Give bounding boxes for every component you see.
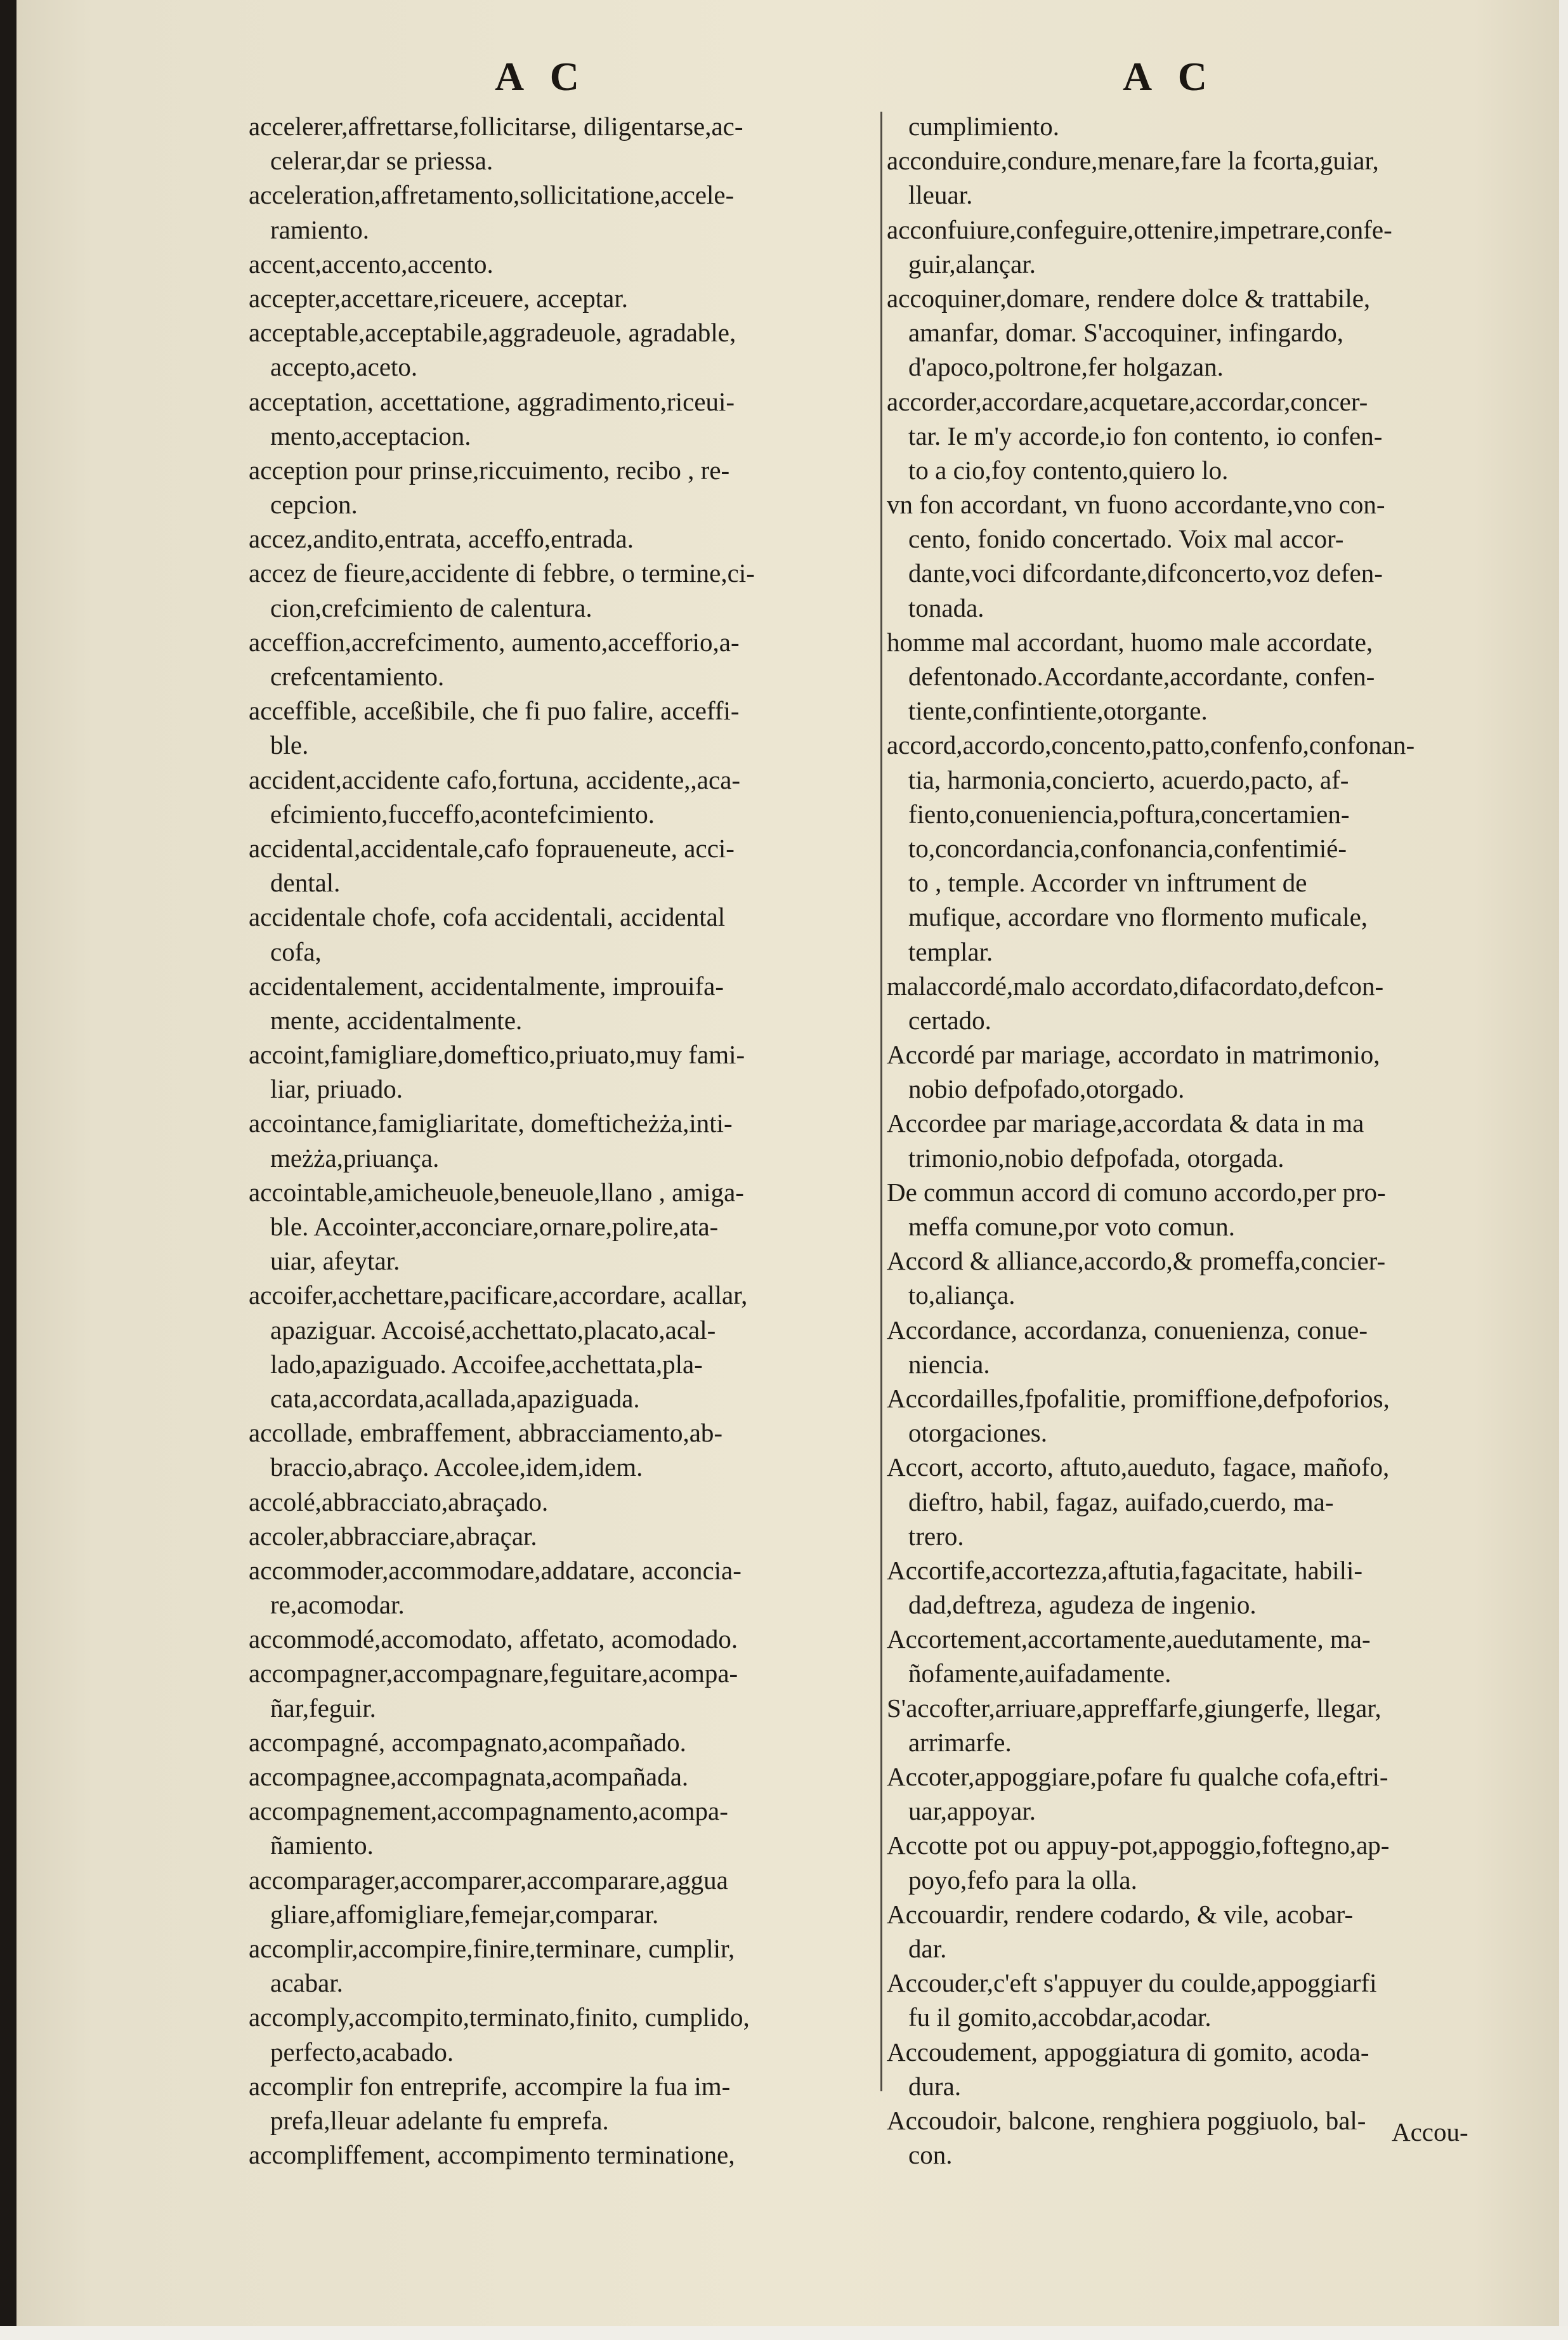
- entry-line: trimonio,nobio defpofada, otorgada.: [908, 1143, 1284, 1173]
- entry-line: amanfar, domar. S'accoquiner, infingardo,: [908, 318, 1344, 348]
- entry-line: braccio,abraço. Accolee,idem,idem.: [270, 1452, 643, 1482]
- book-gutter-shadow: [0, 0, 16, 2340]
- entry-line: cepcion.: [270, 490, 358, 520]
- entry-line: acceffible, acceßibile, che fi puo falire, acceffi-: [249, 696, 740, 726]
- entry-line: accelerer,affrettarse,follicitarse, diligentarse,ac-: [249, 112, 743, 141]
- left-column: [249, 109, 883, 2172]
- entry-line: perfecto,acabado.: [270, 2037, 454, 2067]
- entry-line: fu il gomito,accobdar,acodar.: [908, 2002, 1212, 2032]
- entry-line: vn fon accordant, vn fuono accordante,vno con-: [887, 490, 1385, 520]
- entry-line: cumplimiento.: [908, 112, 1059, 141]
- entry-line: fiento,conueniencia,poftura,concertamien-: [908, 799, 1350, 829]
- entry-line: lleuar.: [908, 180, 973, 210]
- entry-line: liar, priuado.: [270, 1074, 403, 1104]
- entry-line: tonada.: [908, 593, 984, 622]
- entry-line: Accordailles,fpofalitie, promiffione,defpoforios,: [887, 1383, 1390, 1413]
- entry-line: accomparager,accomparer,accomparare,aggua: [249, 1865, 728, 1895]
- entry-line: defentonado.Accordante,accordante, confen-: [908, 662, 1375, 691]
- entry-line: accompliffement, accompimento terminatione,: [249, 2140, 735, 2170]
- entry-line: accepto,aceto.: [270, 352, 418, 382]
- entry-line: accollade, embraffement, abbracciamento,ab-: [249, 1418, 723, 1448]
- entry-line: accidental,accidentale,cafo fopraueneute, acci-: [249, 833, 735, 863]
- entry-line: cion,crefcimiento de calentura.: [270, 593, 592, 622]
- entry-line: certado.: [908, 1005, 991, 1035]
- entry-line: to a cio,foy contento,quiero lo.: [908, 455, 1229, 485]
- entry-line: accorder,accordare,acquetare,accordar,concer-: [887, 386, 1368, 416]
- entry-line: acceleration,affretamento,sollicitatione,accele-: [249, 180, 735, 210]
- scan-margin-bottom: [0, 2326, 1568, 2340]
- entry-line: acception pour prinse,riccuimento, recibo , re-: [249, 455, 730, 485]
- entry-line: acceptation, accettatione, aggradimento,riceui-: [249, 386, 735, 416]
- entry-line: accompagnee,accompagnata,acompañada.: [249, 1762, 689, 1791]
- entry-line: acceptable,acceptabile,aggradeuole, agradable,: [249, 318, 736, 348]
- entry-line: tar. Ie m'y accorde,io fon contento, io confen-: [908, 421, 1383, 450]
- entry-line: accoint,famigliare,domeftico,priuato,muy fami-: [249, 1040, 745, 1070]
- entry-line: lado,apaziguado. Accoifee,acchettata,pla-: [270, 1349, 703, 1379]
- entry-line: accez de fieure,accidente di febbre, o termine,ci-: [249, 558, 755, 588]
- entry-line: Accoudement, appoggiatura di gomito, acoda-: [887, 2037, 1369, 2067]
- entry-line: meffa comune,por voto comun.: [908, 1212, 1236, 1241]
- entry-line: acabar.: [270, 1968, 343, 1998]
- entry-line: ble.: [270, 730, 309, 760]
- entry-line: nobio defpofado,otorgado.: [908, 1074, 1185, 1104]
- entry-line: accent,accento,accento.: [249, 249, 493, 279]
- entry-line: accoler,abbracciare,abraçar.: [249, 1521, 537, 1551]
- scan-margin-right: [1559, 0, 1568, 2340]
- entry-line: accompagnement,accompagnamento,acompa-: [249, 1796, 728, 1826]
- entry-line: Accortife,accortezza,aftutia,fagacitate, habili-: [887, 1555, 1363, 1585]
- entry-line: meżża,priuança.: [270, 1143, 440, 1173]
- entry-line: to,concordancia,confonancia,confentimié-: [908, 833, 1347, 863]
- entry-line: ble. Accointer,acconciare,ornare,polire,ata-: [270, 1212, 719, 1241]
- entry-line: apaziguar. Accoisé,acchettato,placato,acal-: [270, 1315, 716, 1344]
- entry-line: homme mal accordant, huomo male accordate,: [887, 627, 1373, 657]
- entry-line: Accordance, accordanza, conuenienza, conue-: [887, 1315, 1368, 1344]
- catchword: Accou-: [1392, 2117, 1468, 2146]
- entry-line: to , temple. Accorder vn inftrument de: [908, 868, 1307, 898]
- running-head-right: A C: [1123, 54, 1216, 99]
- entry-line: accord,accordo,concento,patto,confenfo,confonan-: [887, 730, 1415, 760]
- entry-line: niencia.: [908, 1349, 990, 1379]
- entry-line: dental.: [270, 868, 341, 898]
- entry-line: accointable,amicheuole,beneuole,llano , amiga-: [249, 1177, 744, 1207]
- entry-line: trero.: [908, 1521, 964, 1551]
- entry-line: poyo,fefo para la olla.: [908, 1865, 1137, 1895]
- entry-line: Accortement,accortamente,auedutamente, ma-: [887, 1624, 1371, 1654]
- entry-line: to,aliança.: [908, 1280, 1016, 1310]
- entry-line: efcimiento,fucceffo,acontefcimiento.: [270, 799, 655, 829]
- entry-line: crefcentamiento.: [270, 662, 445, 691]
- running-head-left: A C: [495, 54, 588, 99]
- entry-line: acconduire,condure,menare,fare la fcorta,guiar,: [887, 146, 1379, 176]
- entry-line: uar,appoyar.: [908, 1796, 1036, 1826]
- entry-line: accointance,famigliaritate, domefticheżża,inti-: [249, 1108, 733, 1138]
- entry-line: ñar,feguir.: [270, 1693, 376, 1723]
- entry-line: Accord & alliance,accordo,& promeffa,concier-: [887, 1246, 1386, 1276]
- entry-line: accez,andito,entrata, acceffo,entrada.: [249, 524, 634, 554]
- entry-line: templar.: [908, 937, 993, 966]
- entry-line: accommoder,accommodare,addatare, acconcia-: [249, 1555, 742, 1585]
- entry-line: accomplir fon entreprife, accompire la fua im-: [249, 2071, 731, 2101]
- entry-line: tiente,confintiente,otorgante.: [908, 696, 1208, 726]
- entry-line: accidentalement, accidentalmente, improuifa-: [249, 971, 724, 1001]
- entry-line: arrimarfe.: [908, 1727, 1012, 1757]
- entry-line: prefa,lleuar adelante fu emprefa.: [270, 2105, 609, 2135]
- entry-line: Accordé par mariage, accordato in matrimonio,: [887, 1040, 1380, 1070]
- entry-line: ramiento.: [270, 214, 369, 244]
- entry-line: accompagner,accompagnare,feguitare,acompa-: [249, 1659, 738, 1688]
- entry-line: ñamiento.: [270, 1831, 374, 1860]
- entry-line: acconfuiure,confeguire,ottenire,impetrare,confe-: [887, 214, 1392, 244]
- entry-line: malaccordé,malo accordato,difacordato,defcon-: [887, 971, 1384, 1001]
- entry-line: cento, fonido concertado. Voix mal accor-: [908, 524, 1344, 554]
- entry-line: accommodé,accomodato, affetato, acomodado.: [249, 1624, 738, 1654]
- entry-line: dad,deftreza, agudeza de ingenio.: [908, 1590, 1257, 1620]
- entry-line: celerar,dar se priessa.: [270, 146, 493, 176]
- entry-line: tia, harmonia,concierto, acuerdo,pacto, af-: [908, 765, 1349, 794]
- entry-line: Accoudoir, balcone, renghiera poggiuolo, bal-: [887, 2105, 1366, 2135]
- entry-line: con.: [908, 2140, 953, 2170]
- entry-line: uiar, afeytar.: [270, 1246, 400, 1276]
- entry-line: accoquiner,domare, rendere dolce & trattabile,: [887, 283, 1371, 313]
- entry-line: otorgaciones.: [908, 1418, 1047, 1448]
- entry-line: accolé,abbracciato,abraçado.: [249, 1487, 549, 1516]
- entry-line: accidentale chofe, cofa accidentali, accidental: [249, 902, 726, 932]
- entry-line: Accouardir, rendere codardo, & vile, acobar-: [887, 1899, 1354, 1929]
- entry-line: De commun accord di comuno accordo,per pro-: [887, 1177, 1386, 1207]
- entry-line: accomply,accompito,terminato,finito, cumplido,: [249, 2002, 750, 2032]
- entry-line: cata,accordata,acallada,apaziguada.: [270, 1383, 640, 1413]
- entry-line: Accotte pot ou appuy-pot,appoggio,foftegno,ap-: [887, 1831, 1390, 1860]
- entry-line: accoifer,acchettare,pacificare,accordare, acallar,: [249, 1280, 748, 1310]
- entry-line: dura.: [908, 2071, 962, 2101]
- entry-line: S'accofter,arriuare,appreffarfe,giungerfe, llegar,: [887, 1693, 1382, 1723]
- entry-line: Accort, accorto, aftuto,aueduto, fagace, mañofo,: [887, 1452, 1390, 1482]
- entry-line: d'apoco,poltrone,fer holgazan.: [908, 352, 1224, 382]
- right-column: [887, 109, 1527, 2172]
- entry-line: re,acomodar.: [270, 1590, 405, 1620]
- entry-line: ñofamente,auifadamente.: [908, 1659, 1172, 1688]
- column-divider: [880, 112, 882, 2091]
- entry-line: guir,alançar.: [908, 249, 1036, 279]
- entry-line: dieftro, habil, fagaz, auifado,cuerdo, ma-: [908, 1487, 1334, 1516]
- entry-line: mente, accidentalmente.: [270, 1005, 523, 1035]
- entry-line: accepter,accettare,riceuere, acceptar.: [249, 283, 629, 313]
- entry-line: dar.: [908, 1933, 947, 1963]
- entry-line: mufique, accordare vno flormento muficale,: [908, 902, 1368, 932]
- entry-line: dante,voci difcordante,difconcerto,voz defen-: [908, 558, 1383, 588]
- entry-line: gliare,affomigliare,femejar,comparar.: [270, 1899, 659, 1929]
- entry-line: Accordee par mariage,accordata & data in ma: [887, 1108, 1364, 1138]
- entry-line: accompagné, accompagnato,acompañado.: [249, 1727, 686, 1757]
- entry-line: Accouder,c'eft s'appuyer du coulde,appoggiarfi: [887, 1968, 1377, 1998]
- entry-line: accident,accidente cafo,fortuna, accidente,,aca-: [249, 765, 741, 794]
- entry-line: accomplir,accompire,finire,terminare, cumplir,: [249, 1933, 735, 1963]
- entry-line: mento,acceptacion.: [270, 421, 471, 450]
- entry-line: cofa,: [270, 937, 322, 966]
- entry-line: acceffion,accrefcimento, aumento,accefforio,a-: [249, 627, 740, 657]
- entry-line: Accoter,appoggiare,pofare fu qualche cofa,eftri-: [887, 1762, 1388, 1791]
